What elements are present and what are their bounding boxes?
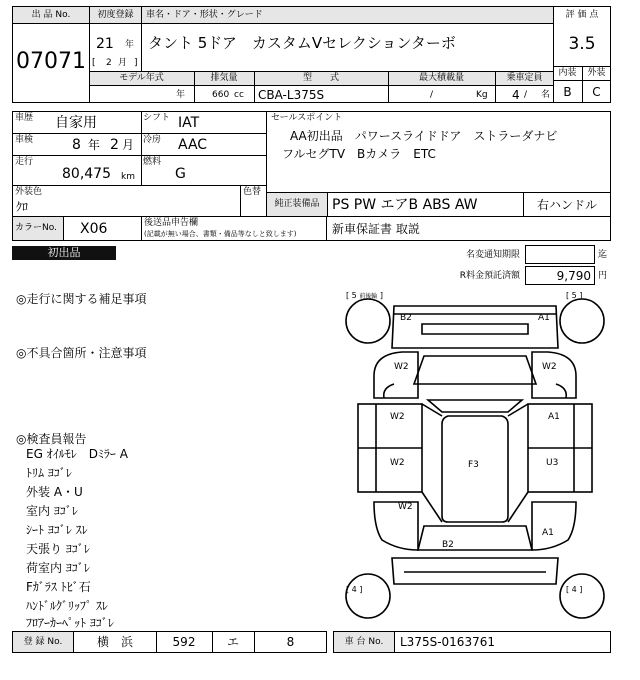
warranty: 新車保証書 取説 xyxy=(332,222,420,236)
inspector-line: ﾌﾛｱｰｶｰﾍﾟｯﾄ ﾖｺﾞﾚ xyxy=(26,616,114,630)
mileage-unit: km xyxy=(121,172,135,182)
fender-right-front xyxy=(532,352,576,398)
inspector-line: ﾊﾝﾄﾞﾙｸﾞﾘｯﾌﾟ ｽﾚ xyxy=(26,599,108,613)
delivery-note: (記載が無い場合、書類・備品等なしと致します) xyxy=(144,230,297,238)
mark-door-right-rear: U3 xyxy=(546,458,559,468)
wheel-front-right xyxy=(560,299,604,343)
model-year-label: モデル年式 xyxy=(119,73,164,83)
max-load-unit: Kg xyxy=(476,90,488,100)
ext-color-label: 外装色 xyxy=(15,187,43,197)
recycle-amount: 9,790 xyxy=(556,269,591,283)
windshield xyxy=(428,400,522,412)
inspector-line: EG ｵｲﾙﾓﾚ Dﾐﾗｰ A xyxy=(26,447,128,461)
equipment-label: 純正装備品 xyxy=(274,199,320,209)
mark-rear-bumper: B2 xyxy=(442,540,454,550)
driving-notes-label: ◎走行に関する補足事項 xyxy=(16,292,147,306)
chassis-no: L375S-0163761 xyxy=(400,635,495,649)
mark-front-bumper-right: A1 xyxy=(538,313,550,323)
fender-left-front xyxy=(374,352,418,398)
capacity-unit: 名 xyxy=(541,90,551,100)
reg-class: 592 xyxy=(172,635,196,649)
wheel-rear-right xyxy=(560,574,604,618)
first-reg-month-unit: 月 xyxy=(118,58,128,68)
chassis-label: 車 台 No. xyxy=(344,637,384,647)
first-reg-year: 21 xyxy=(96,36,114,52)
reg-kana: エ xyxy=(226,635,239,649)
hood xyxy=(414,356,536,384)
model-year-unit: 年 xyxy=(176,90,186,100)
mark-front-bumper-left: B2 xyxy=(400,313,412,323)
max-load-sep: / xyxy=(430,90,434,100)
inspector-line: 外装 A・U xyxy=(26,485,83,499)
capacity: 4 xyxy=(512,88,520,102)
fuel: G xyxy=(175,166,186,182)
car-outline-svg xyxy=(338,288,612,630)
front-bumper xyxy=(392,306,558,348)
inspector-line: 荷室内 ﾖｺﾞﾚ xyxy=(26,561,90,575)
fuel-label: 燃料 xyxy=(143,157,162,167)
sales-point-label: セールスポイント xyxy=(271,113,343,123)
tread-rear-right: [ 4 ] xyxy=(566,585,583,594)
color-no-label: カラーNo. xyxy=(15,223,57,233)
mileage-label: 走行 xyxy=(15,157,34,167)
displacement-unit: cc xyxy=(234,90,244,100)
first-listing-badge: 初出品 xyxy=(12,246,116,260)
capacity-sep: / xyxy=(524,90,528,100)
max-load-label: 最大積載量 xyxy=(418,73,464,83)
first-reg-year-unit: 年 xyxy=(125,40,135,50)
first-reg-label: 初度登録 xyxy=(97,10,134,20)
sales-point-line-1: AA初出品 パワースライドドア ストラーダナビ xyxy=(290,129,558,143)
car-name-label: 車名・ドア・形状・グレード xyxy=(146,10,263,20)
mark-fender-right-front: W2 xyxy=(542,362,557,372)
inspection-month: 2 xyxy=(110,137,119,153)
mark-door-left-front: W2 xyxy=(390,412,405,422)
ac-label: 冷房 xyxy=(143,135,162,145)
car-diagram xyxy=(338,288,612,630)
reg-label: 登 録 No. xyxy=(23,637,63,647)
exterior-label: 外装 xyxy=(587,68,606,78)
equipment-items: PS PW エアB ABS AW xyxy=(332,197,478,213)
inspector-line: Fｶﾞﾗｽ ﾄﾋﾞ石 xyxy=(26,580,91,594)
defects-label: ◎不具合箇所・注意事項 xyxy=(16,346,147,360)
ac: AAC xyxy=(178,137,208,153)
ext-color-box xyxy=(12,185,267,217)
history-label: 車歴 xyxy=(15,113,34,123)
lot-no: 07071 xyxy=(16,49,86,74)
tread-front-right: [ 5 ] xyxy=(566,291,583,300)
inspector-line: ﾄﾘﾑ ﾖｺﾞﾚ xyxy=(26,466,72,480)
tread-front-left: [ 5 前後輪 ] xyxy=(346,291,383,300)
inspection-year: 8 xyxy=(72,137,81,153)
model-type: CBA-L375S xyxy=(258,88,325,102)
rear-bumper xyxy=(392,558,558,584)
grade-label: 評 価 点 xyxy=(565,10,599,20)
reg-area: 横 浜 xyxy=(96,635,133,649)
ext-color: ｸﾛ xyxy=(16,200,29,214)
delivery-label: 後送品申告欄 xyxy=(144,218,199,228)
shift-label: シフト xyxy=(143,113,171,123)
type-label: 型 式 xyxy=(302,73,339,83)
mark-roof: F3 xyxy=(468,460,479,470)
rear-glass xyxy=(418,526,532,550)
inspector-line: 室内 ﾖｺﾞﾚ xyxy=(26,504,78,518)
mark-fender-left-front: W2 xyxy=(394,362,409,372)
inspector-line: 天張り ﾖｺﾞﾚ xyxy=(26,542,90,556)
inspector-label: ◎検査員報告 xyxy=(16,432,87,446)
mark-door-left-rear: W2 xyxy=(390,458,405,468)
history: 自家用 xyxy=(55,115,97,131)
interior-grade: B xyxy=(563,85,572,99)
mark-door-right-front: A1 xyxy=(548,412,560,422)
interior-label: 内装 xyxy=(558,68,577,78)
mileage: 80,475 xyxy=(62,166,111,182)
inspection-month-unit: 月 xyxy=(122,138,135,152)
name-change-suffix: 迄 xyxy=(598,250,608,260)
exterior-grade: C xyxy=(592,85,601,99)
name-change-box xyxy=(525,245,595,264)
inspection-year-unit: 年 xyxy=(88,138,101,152)
shift: IAT xyxy=(178,115,200,131)
first-reg-month: 2 xyxy=(106,58,112,68)
info-box xyxy=(12,111,267,186)
inspector-line: ｼｰﾄ ﾖｺﾞﾚ ｽﾚ xyxy=(26,523,88,537)
recycle-unit: 円 xyxy=(598,271,608,281)
quarter-right xyxy=(532,502,576,550)
name-change-label: 名変通知期限 xyxy=(465,250,520,260)
reg-number: 8 xyxy=(286,635,295,649)
mark-quarter-left: W2 xyxy=(398,502,413,512)
tread-rear-left: [ 4 ] xyxy=(346,585,363,594)
car-name: タント 5ドア カスタムVセレクションターボ xyxy=(148,34,456,52)
handle: 右ハンドル xyxy=(536,198,597,212)
grade-value: 3.5 xyxy=(568,34,596,54)
color-change-label: 色替 xyxy=(243,187,262,197)
sales-point-line-2: フルセグTV Bカメラ ETC xyxy=(282,147,436,161)
displacement-label: 排気量 xyxy=(210,73,238,83)
displacement: 660 xyxy=(212,90,230,100)
mark-quarter-right: A1 xyxy=(542,528,554,538)
inspection-label: 車検 xyxy=(15,135,34,145)
lot-no-label: 出 品 No. xyxy=(31,10,71,20)
recycle-label: R料金預託済額 xyxy=(459,271,520,281)
wheel-rear-left xyxy=(346,574,390,618)
capacity-label: 乗車定員 xyxy=(506,73,543,83)
color-no: X06 xyxy=(80,221,108,237)
wheel-front-left xyxy=(346,299,390,343)
